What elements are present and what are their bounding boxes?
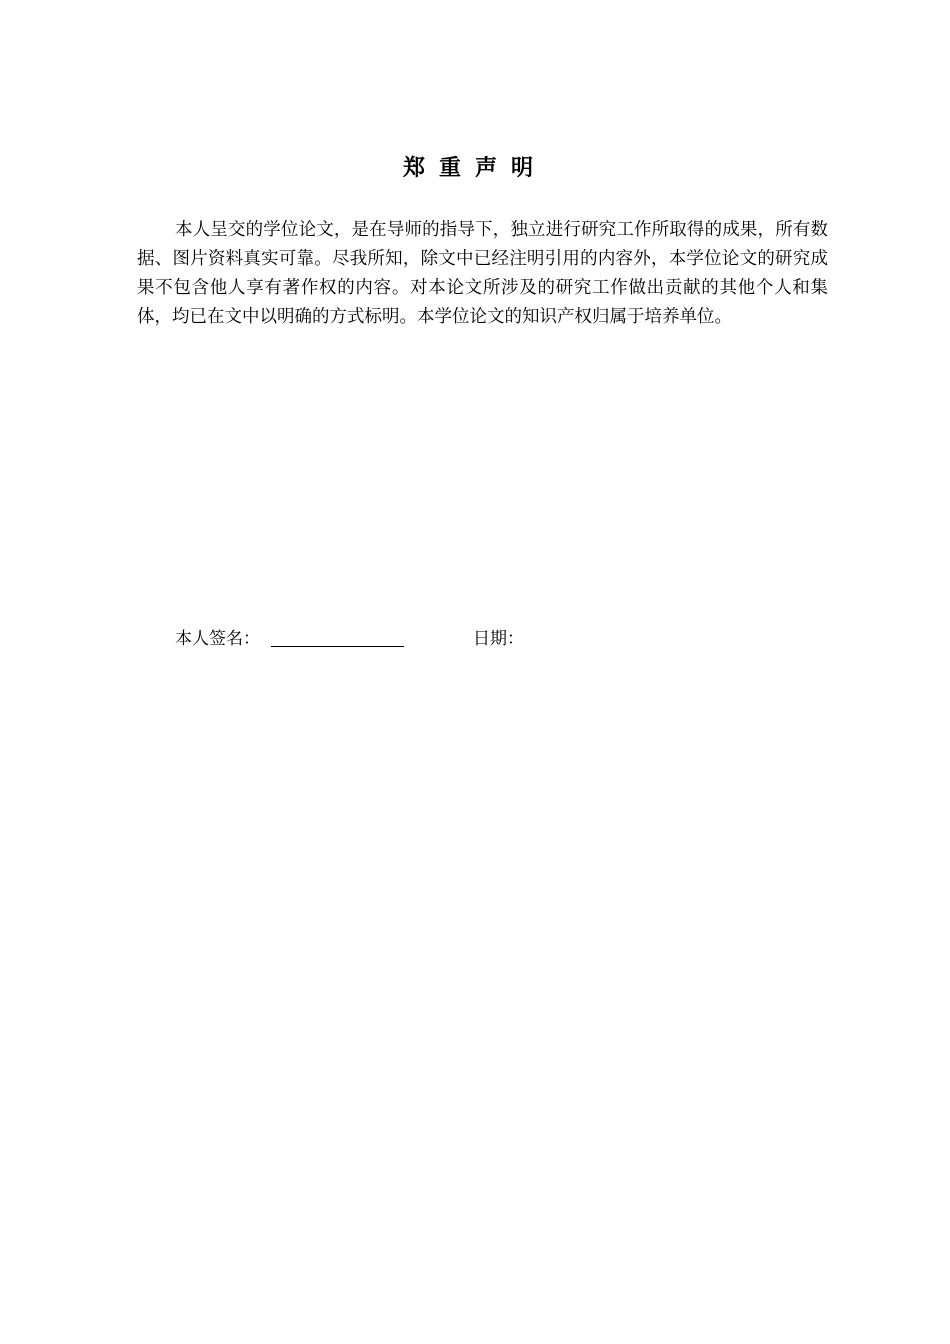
page-title: 郑重声明 — [402, 156, 547, 181]
declaration-paragraph: 本人呈交的学位论文，是在导师的指导下，独立进行研究工作所取得的成果，所有数据、图片资料真实可靠。尽我所知，除文中已经注明引用的内容外，本学位论文的研究成果不包含他人享有著作权的内容。对本论文所涉及的研究工作做出贡献的其他个人和集体，均已在文中以明确的方式标明。本学位论文的知识产权归属于培养单位。 — [137, 220, 828, 327]
signature-label: 本人签名： — [175, 629, 260, 649]
date-label: 日期： — [473, 629, 524, 649]
signature-line — [271, 646, 404, 647]
signature-row — [175, 626, 775, 652]
